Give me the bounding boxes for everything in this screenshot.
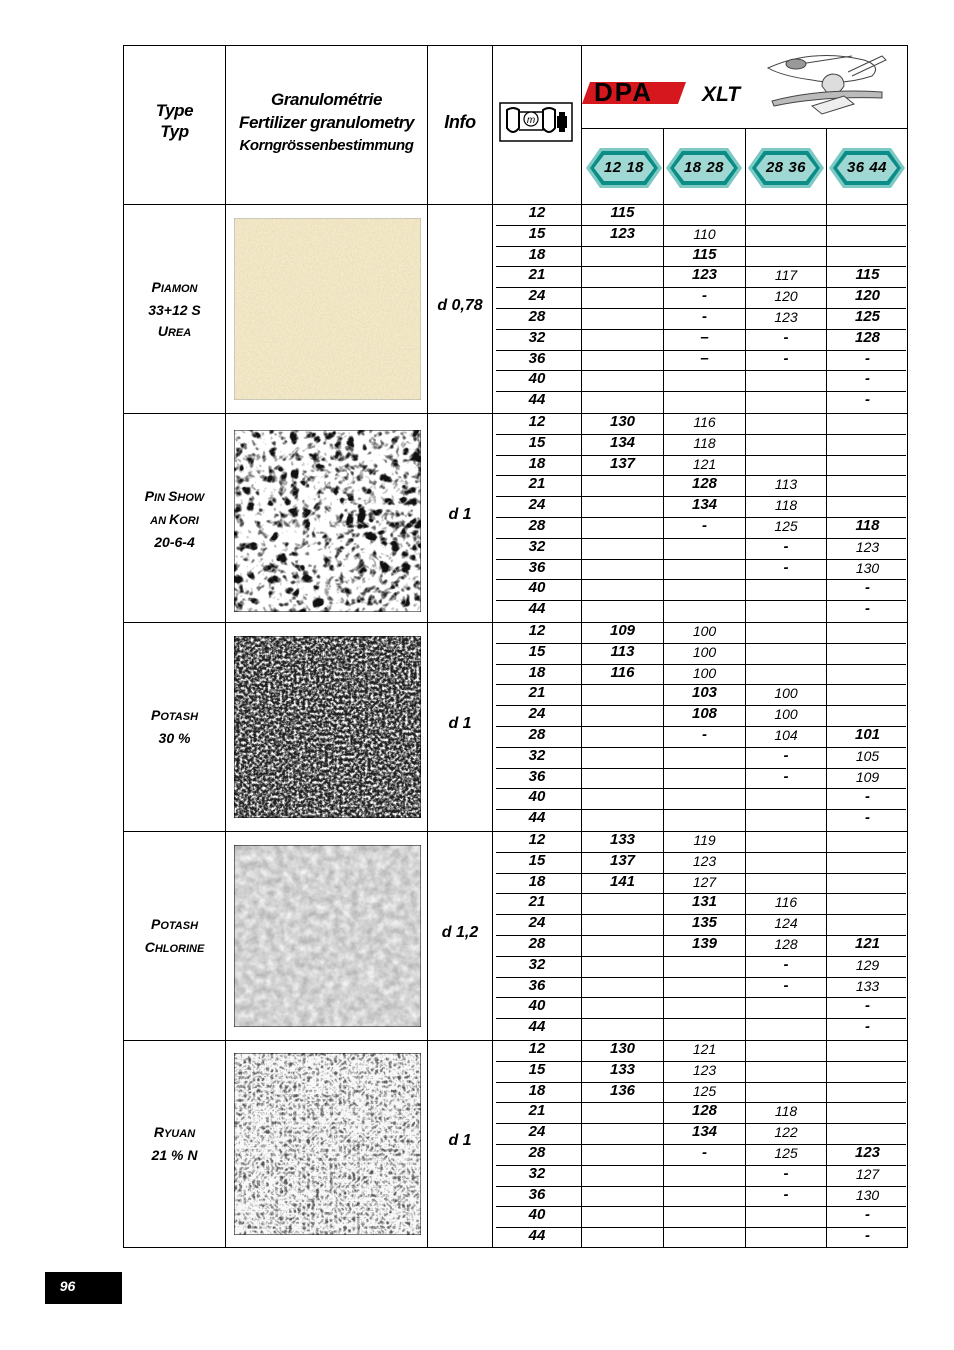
rate-cell: [827, 872, 908, 892]
vane-width-cell: 18: [528, 246, 546, 263]
product-photo-piamon: [234, 218, 421, 400]
granulometry-header-de: Korngrössenbestimmung: [239, 137, 414, 154]
rate-cell: [582, 683, 663, 703]
rate-cell: -: [865, 370, 870, 387]
vane-width-cell: 18: [528, 455, 546, 472]
rate-cell: 121: [692, 1041, 717, 1057]
rate-cell: [582, 976, 663, 996]
rate-cell: [664, 767, 745, 787]
rate-cell: [664, 1017, 745, 1037]
rate-cell: 133: [609, 1061, 636, 1078]
vane-width-cell: 32: [528, 747, 546, 764]
rate-cell: [827, 663, 908, 683]
rate-cell: [582, 578, 663, 598]
vane-width-cell: 36: [528, 768, 546, 785]
rate-cell: 123: [609, 225, 636, 242]
rate-cell: 123: [692, 853, 717, 869]
rate-cell: [582, 787, 663, 807]
granulometry-header-fr: Granulométrie: [271, 90, 382, 109]
rate-cell: 101: [854, 726, 881, 743]
rate-cell: 141: [609, 873, 636, 890]
product-photo-potash-chlorine: [234, 845, 421, 1027]
vane-width-cell: 44: [528, 1018, 546, 1035]
vane-width-cell: 36: [528, 350, 546, 367]
rate-cell: -: [783, 977, 789, 994]
rate-cell: [746, 808, 826, 828]
type-header-fr: Type: [155, 101, 194, 120]
rate-cell: [827, 433, 908, 453]
rate-cell: 135: [691, 914, 718, 931]
rate-cell: 121: [854, 935, 881, 952]
rate-cell: [582, 913, 663, 933]
vane-width-cell: 36: [528, 559, 546, 576]
rate-cell: [746, 454, 826, 474]
rate-cell: [827, 224, 908, 244]
vane-width-cell: 24: [528, 287, 546, 304]
rate-cell: [664, 1226, 745, 1246]
rate-cell: [582, 955, 663, 975]
rate-cell: [582, 1122, 663, 1142]
rate-cell: 100: [692, 665, 717, 681]
rate-cell: 103: [691, 684, 718, 701]
rate-cell: [664, 808, 745, 828]
rate-cell: -: [702, 726, 707, 743]
rate-cell: 129: [855, 957, 880, 973]
vane-label: 28 36: [765, 159, 807, 176]
rate-cell: 128: [854, 329, 881, 346]
product-name: POTASH CHLORINE: [144, 916, 205, 955]
product-name: POTASH 30 %: [150, 707, 199, 746]
rate-cell: [664, 1164, 745, 1184]
rate-cell: [827, 683, 908, 703]
rate-cell: 134: [691, 496, 718, 513]
rate-cell: 116: [693, 414, 716, 430]
rate-cell: [582, 1017, 663, 1037]
vane-width-cell: 28: [528, 726, 546, 743]
rate-cell: [664, 746, 745, 766]
vane-width-cell: 32: [528, 538, 546, 555]
rate-cell: [582, 767, 663, 787]
rate-cell: 137: [609, 852, 636, 869]
vane-width-cell: 15: [528, 434, 546, 451]
rate-cell: [746, 787, 826, 807]
vane-width-cell: 24: [528, 1123, 546, 1140]
granulometry-header: [226, 88, 427, 157]
rate-cell: -: [783, 768, 789, 785]
rate-cell: –: [700, 329, 709, 346]
rate-cell: 100: [692, 623, 717, 639]
machine-icon-label: m: [526, 115, 536, 126]
vane-width-cell: 24: [528, 914, 546, 931]
rate-cell: 123: [774, 309, 798, 325]
product-photo-potash: [234, 636, 421, 818]
vane-width-cell: 12: [528, 831, 546, 848]
rate-cell: [746, 1226, 826, 1246]
rate-cell: [664, 1185, 745, 1205]
rate-cell: [664, 390, 745, 410]
rate-cell: 116: [774, 894, 798, 910]
rate-cell: [746, 390, 826, 410]
rate-cell: [582, 1205, 663, 1225]
vane-width-cell: 44: [528, 600, 546, 617]
rate-cell: [827, 474, 908, 494]
vane-width-cell: 12: [528, 413, 546, 430]
rate-cell: 122: [774, 1124, 798, 1140]
vane-width-cell: 24: [528, 496, 546, 513]
rate-cell: [827, 851, 908, 871]
product-photo-pinshow: [234, 430, 421, 612]
rate-cell: 100: [774, 685, 798, 701]
vane-width-cell: 32: [528, 956, 546, 973]
rate-cell: [582, 996, 663, 1016]
vane-width-cell: 32: [528, 1165, 546, 1182]
vane-width-cell: 12: [528, 204, 546, 221]
rate-cell: -: [865, 809, 870, 826]
vane-width-cell: 28: [528, 935, 546, 952]
vane-width-cell: 28: [528, 308, 546, 325]
rate-cell: [582, 725, 663, 745]
rate-cell: 137: [609, 455, 636, 472]
rate-cell: 125: [692, 1083, 717, 1099]
rate-cell: 113: [774, 476, 798, 492]
rate-cell: [746, 851, 826, 871]
vane-width-cell: 44: [528, 391, 546, 408]
vane-width-cell: 21: [528, 684, 546, 701]
rate-cell: [827, 1081, 908, 1101]
rate-cell: 115: [855, 266, 880, 283]
info-value: d 0,78: [437, 297, 483, 314]
rate-cell: [746, 578, 826, 598]
rate-cell: 125: [774, 1145, 798, 1161]
vane-width-cell: 18: [528, 873, 546, 890]
rate-cell: [582, 516, 663, 536]
rate-cell: [746, 1081, 826, 1101]
rate-cell: [746, 996, 826, 1016]
brand-logo: [582, 46, 908, 129]
rate-cell: [582, 1101, 663, 1121]
rate-cell: -: [865, 1227, 870, 1244]
vane-width-cell: 12: [528, 622, 546, 639]
granulometry-header-en: Fertilizer granulometry: [238, 113, 414, 132]
rate-cell: 123: [854, 1144, 881, 1161]
type-header: [124, 100, 225, 142]
rate-cell: [582, 537, 663, 557]
rate-cell: -: [865, 350, 870, 367]
rate-cell: 139: [691, 935, 718, 952]
vane-width-cell: 15: [528, 852, 546, 869]
rate-cell: -: [783, 538, 789, 555]
rate-cell: [582, 1226, 663, 1246]
rate-cell: [827, 454, 908, 474]
page-number: 96: [59, 1278, 76, 1294]
rate-cell: 100: [774, 706, 798, 722]
rate-cell: [582, 599, 663, 619]
rate-cell: 118: [774, 497, 798, 513]
rate-cell: [664, 537, 745, 557]
rate-cell: [827, 1060, 908, 1080]
rate-cell: 133: [609, 831, 636, 848]
rate-cell: [582, 808, 663, 828]
vane-width-cell: 28: [528, 517, 546, 534]
rate-cell: -: [783, 1165, 789, 1182]
rate-cell: [746, 433, 826, 453]
rate-cell: [746, 1060, 826, 1080]
rate-cell: 123: [691, 266, 718, 283]
info-value: d 1: [448, 715, 472, 732]
rate-cell: -: [702, 1144, 707, 1161]
rate-cell: [827, 1039, 908, 1059]
rate-cell: 105: [855, 748, 880, 764]
type-header-de: Typ: [160, 122, 189, 141]
product-name: PIN SHOW AN KORI 20-6-4: [144, 488, 205, 550]
rate-cell: 118: [855, 517, 880, 534]
vane-width-cell: 40: [528, 997, 546, 1014]
rate-cell: [746, 412, 826, 432]
col-divider: [225, 45, 226, 1248]
rate-cell: 117: [774, 267, 798, 283]
vane-width-cell: 32: [528, 329, 546, 346]
rate-cell: 119: [693, 832, 716, 848]
rate-cell: [827, 245, 908, 265]
rate-cell: [582, 1164, 663, 1184]
col-divider: [427, 45, 428, 1248]
rate-cell: [582, 1185, 663, 1205]
vane-width-cell: 40: [528, 370, 546, 387]
rate-cell: [582, 558, 663, 578]
rate-cell: [827, 203, 908, 223]
vane-width-cell: 40: [528, 1206, 546, 1223]
rate-cell: [746, 872, 826, 892]
rate-cell: [827, 412, 908, 432]
vane-width-cell: 21: [528, 1102, 546, 1119]
rate-cell: -: [865, 1018, 870, 1035]
rate-cell: -: [783, 747, 789, 764]
vane-width-cell: 15: [528, 1061, 546, 1078]
rate-cell: 116: [610, 664, 635, 681]
rate-cell: [827, 1122, 908, 1142]
vane-label: 18 28: [683, 159, 725, 176]
rate-cell: –: [700, 350, 709, 367]
rate-cell: 124: [774, 915, 798, 931]
rate-cell: 121: [692, 456, 717, 472]
info-value: d 1: [448, 1132, 472, 1149]
vane-width-cell: 28: [528, 1144, 546, 1161]
rate-cell: -: [702, 308, 707, 325]
rate-cell: [582, 474, 663, 494]
rate-cell: [746, 245, 826, 265]
rate-cell: [746, 621, 826, 641]
rate-cell: [664, 578, 745, 598]
rate-cell: 110: [693, 226, 716, 242]
rate-cell: [827, 495, 908, 515]
rate-cell: [746, 369, 826, 389]
rate-cell: [827, 621, 908, 641]
rate-cell: [664, 558, 745, 578]
rate-cell: 133: [855, 978, 880, 994]
rate-cell: [827, 830, 908, 850]
info-header: Info: [444, 112, 476, 132]
rate-cell: [746, 224, 826, 244]
rate-cell: -: [865, 788, 870, 805]
rate-cell: [746, 599, 826, 619]
rate-cell: [582, 245, 663, 265]
rate-cell: 120: [774, 288, 798, 304]
vane-label: 12 18: [603, 159, 645, 176]
rate-cell: [746, 663, 826, 683]
vane-label: 36 44: [846, 159, 888, 176]
rate-cell: -: [783, 559, 789, 576]
logo-subtext: XLT: [702, 83, 741, 106]
rate-cell: 113: [610, 643, 635, 660]
rate-cell: 127: [855, 1166, 880, 1182]
rate-cell: 108: [691, 705, 718, 722]
rate-cell: 134: [609, 434, 636, 451]
rate-cell: 134: [691, 1123, 718, 1140]
rate-cell: [582, 286, 663, 306]
rate-cell: [827, 704, 908, 724]
rate-cell: 127: [692, 874, 717, 890]
rate-cell: [664, 955, 745, 975]
rate-cell: [582, 307, 663, 327]
rate-cell: 130: [609, 413, 636, 430]
rate-cell: 104: [774, 727, 798, 743]
rate-cell: [664, 1205, 745, 1225]
rate-cell: -: [783, 329, 789, 346]
rate-cell: -: [865, 600, 870, 617]
rate-cell: 136: [609, 1082, 636, 1099]
rate-cell: 109: [609, 622, 636, 639]
rate-cell: [582, 1143, 663, 1163]
product-name: PIAMON 33+12 S UREA: [148, 279, 201, 339]
vane-width-cell: 21: [528, 893, 546, 910]
rate-cell: [664, 203, 745, 223]
vane-width-cell: 21: [528, 266, 546, 283]
vane-width-cell: 24: [528, 705, 546, 722]
rate-cell: [827, 1101, 908, 1121]
logo-text: DPA: [594, 77, 653, 107]
rate-cell: [664, 996, 745, 1016]
rate-cell: 118: [774, 1103, 798, 1119]
rate-cell: [582, 265, 663, 285]
vane-width-cell: 18: [528, 664, 546, 681]
rate-cell: 130: [855, 1187, 880, 1203]
rate-cell: 115: [692, 246, 717, 263]
vane-width-cell: 18: [528, 1082, 546, 1099]
rate-cell: [746, 1017, 826, 1037]
vane-width-cell: 12: [528, 1040, 546, 1057]
rate-cell: -: [783, 956, 789, 973]
rate-cell: 128: [691, 1102, 718, 1119]
vane-width-cell: 40: [528, 579, 546, 596]
rate-cell: -: [865, 997, 870, 1014]
rate-cell: [582, 495, 663, 515]
rate-cell: [664, 369, 745, 389]
vane-width-cell: 44: [528, 1227, 546, 1244]
rate-cell: 120: [854, 287, 881, 304]
rate-cell: -: [865, 1206, 870, 1223]
vane-width-cell: 36: [528, 977, 546, 994]
spreader-illustration: [768, 56, 886, 115]
rate-cell: [746, 1039, 826, 1059]
rate-cell: [746, 642, 826, 662]
vane-width-cell: 21: [528, 475, 546, 492]
rate-cell: 128: [691, 475, 718, 492]
rate-cell: 109: [855, 769, 880, 785]
rate-cell: [746, 830, 826, 850]
rate-cell: [582, 349, 663, 369]
rate-cell: [746, 1205, 826, 1225]
rate-cell: 128: [774, 936, 798, 952]
rate-cell: [582, 892, 663, 912]
vane-width-cell: 15: [528, 225, 546, 242]
rate-cell: 100: [692, 644, 717, 660]
machine-icon: [499, 102, 573, 142]
rate-cell: 130: [855, 560, 880, 576]
rate-cell: [746, 203, 826, 223]
vane-width-cell: 44: [528, 809, 546, 826]
rate-cell: [827, 642, 908, 662]
rate-cell: [582, 390, 663, 410]
info-value: d 1,2: [441, 924, 479, 941]
rate-cell: -: [783, 1186, 789, 1203]
product-name: RYUAN 21 % N: [151, 1124, 198, 1163]
rate-cell: [664, 976, 745, 996]
rate-cell: [827, 913, 908, 933]
rate-cell: [582, 746, 663, 766]
rate-cell: 125: [774, 518, 798, 534]
rate-cell: 123: [692, 1062, 717, 1078]
rate-cell: 125: [854, 308, 881, 325]
rate-cell: [582, 704, 663, 724]
rate-cell: 118: [693, 435, 716, 451]
rate-cell: 130: [609, 1040, 636, 1057]
vane-width-cell: 36: [528, 1186, 546, 1203]
vane-width-cell: 15: [528, 643, 546, 660]
rate-cell: 115: [610, 204, 635, 221]
product-photo-ryuan: [234, 1053, 421, 1235]
rate-cell: -: [783, 350, 789, 367]
rate-cell: -: [865, 579, 870, 596]
vane-width-cell: 40: [528, 788, 546, 805]
rate-cell: -: [865, 391, 870, 408]
rate-cell: [664, 787, 745, 807]
rate-cell: [582, 934, 663, 954]
rate-cell: [582, 369, 663, 389]
rate-cell: -: [702, 517, 707, 534]
rate-cell: [664, 599, 745, 619]
info-value: d 1: [448, 506, 472, 523]
rate-cell: [827, 892, 908, 912]
rate-cell: -: [702, 287, 707, 304]
rate-cell: [582, 328, 663, 348]
rate-cell: 123: [855, 539, 880, 555]
rate-cell: 131: [691, 893, 718, 910]
